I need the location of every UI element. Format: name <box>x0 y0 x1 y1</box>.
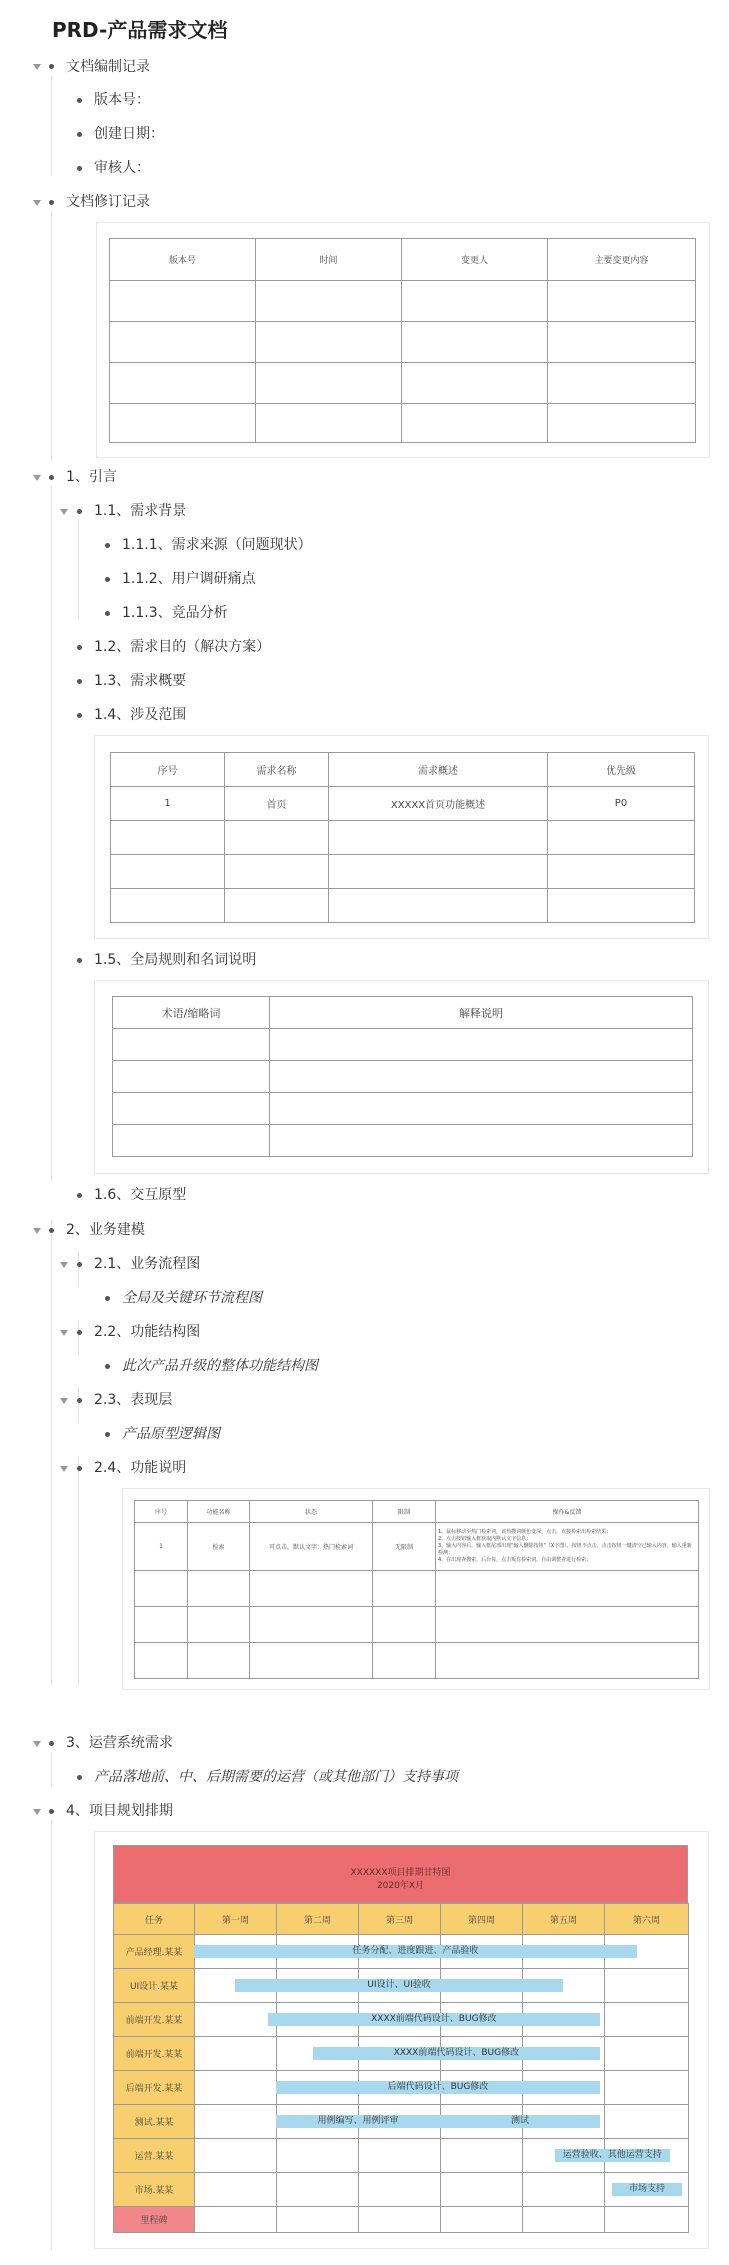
table-cell <box>250 1643 373 1679</box>
node-function[interactable]: 2.4、功能说明 <box>94 1460 187 1476</box>
table-cell: 1 <box>135 1523 188 1571</box>
collapse-toggle-icon[interactable] <box>33 1228 41 1234</box>
node-flow[interactable]: 2.1、业务流程图 <box>94 1256 201 1272</box>
bullet-icon <box>77 713 82 718</box>
gantt-task-header: 任务 <box>114 1904 195 1935</box>
table-cell: P0 <box>548 787 695 821</box>
bullet-icon <box>49 1228 54 1233</box>
table-cell <box>436 1643 699 1679</box>
bullet-icon <box>77 98 82 103</box>
bullet-icon <box>77 1775 82 1780</box>
gantt-bar: 任务分配、进度跟进、产品验收 <box>194 1945 637 1958</box>
node-revision-record[interactable]: 文档修订记录 <box>66 194 150 210</box>
table-cell <box>256 404 402 443</box>
tree-guide <box>51 486 52 1181</box>
node-view[interactable]: 2.3、表现层 <box>94 1392 173 1408</box>
table-header: 功能名称 <box>188 1501 250 1523</box>
terms-table <box>112 996 693 1157</box>
bullet-icon <box>77 132 82 137</box>
table-cell <box>373 1607 436 1643</box>
gantt-task-name: 测试.某某 <box>114 2105 195 2139</box>
tree-guide <box>51 1752 52 1787</box>
node-scope[interactable]: 1.4、涉及范围 <box>94 707 187 723</box>
node-view-sub[interactable]: 产品原型逻辑图 <box>122 1426 220 1442</box>
table-cell <box>135 1643 188 1679</box>
table-cell <box>188 1571 250 1607</box>
table-cell <box>188 1607 250 1643</box>
bullet-icon <box>77 1466 82 1471</box>
gantt-task-name: 产品经理.某某 <box>114 1935 195 1969</box>
table-cell <box>402 404 548 443</box>
table-cell: 1、鼠标移动至热门检索词，该热搜词颜色变深，点击，直接检索出检索结果； 2、点击按钮输入框获取内默认文字信息； 3、输入内容后，输入框尾部出现"输入删除按钮"（X字图），按钮不点击，点击按钮一键清空已输入内容，输入重新检测； 4、在出现查搜索，后台每，点击叛有检索词，自由调整查进行检索； <box>436 1523 699 1571</box>
table-cell <box>402 322 548 363</box>
table-cell <box>113 1125 270 1157</box>
bullet-icon <box>77 645 82 650</box>
bullet-icon <box>77 509 82 514</box>
table-cell <box>111 855 225 889</box>
gantt-task-name: 后端开发.某某 <box>114 2071 195 2105</box>
table-cell <box>188 1643 250 1679</box>
table-cell <box>270 1061 693 1093</box>
table-cell <box>548 322 696 363</box>
tree-guide <box>78 1252 79 1287</box>
collapse-toggle-icon[interactable] <box>33 1741 41 1747</box>
table-cell <box>135 1571 188 1607</box>
gantt-bar: 后端代码设计、BUG修改 <box>276 2081 600 2094</box>
node-bg-competitor[interactable]: 1.1.3、竞品分析 <box>122 605 228 621</box>
gantt-task-name: 前端开发.某某 <box>114 2003 195 2037</box>
table-header: 术语/缩略词 <box>113 997 270 1029</box>
table-cell <box>250 1607 373 1643</box>
table-cell <box>250 1571 373 1607</box>
table-cell <box>113 1061 270 1093</box>
scope-table <box>110 752 695 923</box>
gantt-bar: 市场支持 <box>612 2183 682 2196</box>
table-cell <box>373 1643 436 1679</box>
table-cell <box>329 889 548 923</box>
collapse-toggle-icon[interactable] <box>33 64 41 70</box>
table-cell <box>225 821 329 855</box>
gantt-week-header: 第三周 <box>359 1904 441 1935</box>
node-bg-pain[interactable]: 1.1.2、用户调研痛点 <box>122 571 256 587</box>
node-edit-record[interactable]: 文档编制记录 <box>66 59 150 75</box>
node-operations[interactable]: 3、运营系统需求 <box>66 1735 173 1751</box>
collapse-toggle-icon[interactable] <box>60 1466 68 1472</box>
gantt-task-name: 里程碑 <box>114 2207 195 2233</box>
table-cell <box>113 1093 270 1125</box>
collapse-toggle-icon[interactable] <box>33 475 41 481</box>
node-overview[interactable]: 1.3、需求概要 <box>94 673 187 689</box>
table-cell: 无限制 <box>373 1523 436 1571</box>
tree-guide <box>51 1820 52 2250</box>
table-cell <box>373 1571 436 1607</box>
collapse-toggle-icon[interactable] <box>60 1330 68 1336</box>
bullet-icon <box>77 1193 82 1198</box>
table-header: 主要变更内容 <box>548 239 696 281</box>
tree-guide <box>78 1456 79 1685</box>
node-structure[interactable]: 2.2、功能结构图 <box>94 1324 201 1340</box>
node-background[interactable]: 1.1、需求背景 <box>94 503 187 519</box>
collapse-toggle-icon[interactable] <box>60 1398 68 1404</box>
table-cell <box>270 1125 693 1157</box>
table-cell <box>256 281 402 322</box>
table-cell <box>436 1571 699 1607</box>
gantt-week-header: 第二周 <box>277 1904 359 1935</box>
table-header: 需求概述 <box>329 753 548 787</box>
table-cell: 检索 <box>188 1523 250 1571</box>
gantt-week-header: 第五周 <box>523 1904 605 1935</box>
table-header: 序号 <box>135 1501 188 1523</box>
table-header: 需求名称 <box>225 753 329 787</box>
node-operations-sub[interactable]: 产品落地前、中、后期需要的运营（或其他部门）支持事项 <box>94 1769 458 1785</box>
table-header: 状态 <box>250 1501 373 1523</box>
bullet-icon <box>105 543 110 548</box>
gantt-task-name: 运营.某某 <box>114 2139 195 2173</box>
table-cell <box>548 363 696 404</box>
gantt-bar: 用例编写、用例评审 <box>276 2115 440 2128</box>
node-plan[interactable]: 4、项目规划排期 <box>66 1803 173 1819</box>
tree-guide <box>78 1320 79 1355</box>
node-prototype[interactable]: 1.6、交互原型 <box>94 1187 187 1203</box>
tree-guide <box>78 519 79 619</box>
table-cell <box>110 363 256 404</box>
table-header: 解释说明 <box>270 997 693 1029</box>
bullet-icon <box>49 64 54 69</box>
gantt-bar: 运营验收、其他运营支持 <box>555 2149 670 2162</box>
table-cell <box>270 1029 693 1061</box>
table-header: 优先级 <box>548 753 695 787</box>
node-rules[interactable]: 1.5、全局规则和名词说明 <box>94 952 257 968</box>
node-created-date[interactable]: 创建日期： <box>94 126 164 142</box>
table-cell: 1 <box>111 787 225 821</box>
gantt-title: XXXXXX项目排期甘特图 <box>350 1868 451 1878</box>
bullet-icon <box>77 1398 82 1403</box>
table-header: 限制 <box>373 1501 436 1523</box>
table-cell <box>110 404 256 443</box>
bullet-icon <box>105 1364 110 1369</box>
table-cell <box>110 281 256 322</box>
gantt-bar: 测试 <box>440 2115 600 2128</box>
bullet-icon <box>77 166 82 171</box>
gantt-chart <box>113 1845 688 2232</box>
node-purpose[interactable]: 1.2、需求目的（解决方案） <box>94 639 271 655</box>
table-header: 版本号 <box>110 239 256 281</box>
bullet-icon <box>105 1296 110 1301</box>
bullet-icon <box>49 200 54 205</box>
table-header: 时间 <box>256 239 402 281</box>
bullet-icon <box>49 1809 54 1814</box>
bullet-icon <box>77 679 82 684</box>
table-cell <box>329 821 548 855</box>
table-cell <box>256 363 402 404</box>
function-table <box>134 1500 699 1679</box>
gantt-bar: XXXX前端代码设计、BUG修改 <box>313 2047 600 2060</box>
tree-guide <box>78 1388 79 1423</box>
collapse-toggle-icon[interactable] <box>33 200 41 206</box>
table-cell <box>402 281 548 322</box>
tree-guide <box>51 211 52 461</box>
table-cell <box>548 404 696 443</box>
document-title: PRD-产品需求文档 <box>52 18 228 42</box>
node-intro[interactable]: 1、引言 <box>66 469 117 485</box>
table-cell <box>548 821 695 855</box>
bullet-icon <box>49 1741 54 1746</box>
table-cell: 可点击，默认文字：热门检索词 <box>250 1523 373 1571</box>
gantt-task-name: 前端开发.某某 <box>114 2037 195 2071</box>
tree-guide <box>51 76 52 176</box>
gantt-bars <box>113 1845 688 2232</box>
node-reviewer[interactable]: 审核人： <box>94 160 150 176</box>
table-header: 变更人 <box>402 239 548 281</box>
bullet-icon <box>77 958 82 963</box>
gantt-task-name: 市场.某某 <box>114 2173 195 2207</box>
table-cell <box>111 889 225 923</box>
node-business-model[interactable]: 2、业务建模 <box>66 1222 145 1238</box>
table-cell <box>110 322 256 363</box>
collapse-toggle-icon[interactable] <box>60 509 68 515</box>
node-flow-sub[interactable]: 全局及关键环节流程图 <box>122 1290 262 1306</box>
node-bg-source[interactable]: 1.1.1、需求来源（问题现状） <box>122 537 312 553</box>
table-header: 序号 <box>111 753 225 787</box>
table-cell <box>436 1607 699 1643</box>
revision-table <box>109 238 696 443</box>
table-cell <box>135 1607 188 1643</box>
table-cell <box>111 821 225 855</box>
gantt-bar: XXXX前端代码设计、BUG修改 <box>268 2013 600 2026</box>
gantt-week-header: 第一周 <box>195 1904 277 1935</box>
table-cell <box>548 855 695 889</box>
gantt-week-header: 第六周 <box>605 1904 689 1935</box>
table-header: 操作&反馈 <box>436 1501 699 1523</box>
table-cell: 首页 <box>225 787 329 821</box>
table-cell <box>270 1093 693 1125</box>
table-cell <box>548 889 695 923</box>
table-cell <box>548 281 696 322</box>
table-cell <box>256 322 402 363</box>
bullet-icon <box>105 1432 110 1437</box>
tree-guide <box>51 1220 52 1685</box>
collapse-toggle-icon[interactable] <box>60 1262 68 1268</box>
bullet-icon <box>105 577 110 582</box>
bullet-icon <box>105 611 110 616</box>
node-structure-sub[interactable]: 此次产品升级的整体功能结构图 <box>122 1358 318 1374</box>
bullet-icon <box>77 1330 82 1335</box>
gantt-task-name: UI设计.某某 <box>114 1969 195 2003</box>
table-cell: XXXXX首页功能概述 <box>329 787 548 821</box>
table-cell <box>225 889 329 923</box>
table-cell <box>113 1029 270 1061</box>
table-cell <box>225 855 329 889</box>
gantt-bar: UI设计、UI验收 <box>235 1979 563 1992</box>
gantt-subtitle: 2020年X月 <box>376 1881 425 1891</box>
bullet-icon <box>49 475 54 480</box>
table-cell <box>329 855 548 889</box>
collapse-toggle-icon[interactable] <box>33 1809 41 1815</box>
gantt-week-header: 第四周 <box>441 1904 523 1935</box>
table-cell <box>402 363 548 404</box>
node-version-no[interactable]: 版本号： <box>94 92 150 108</box>
bullet-icon <box>77 1262 82 1267</box>
